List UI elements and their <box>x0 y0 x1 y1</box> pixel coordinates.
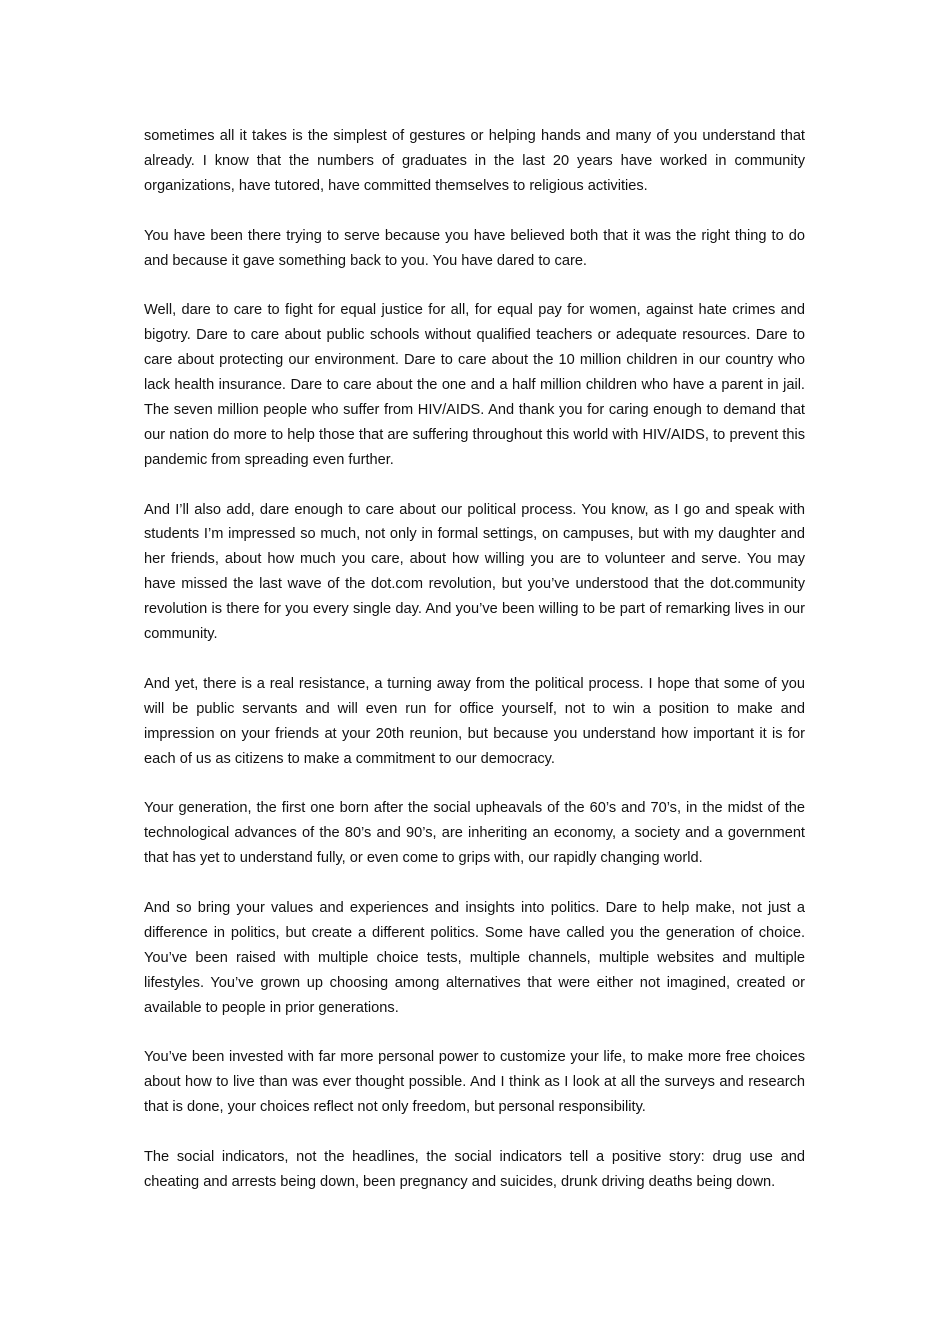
paragraph-9: The social indicators, not the headlines, the social indicators tell a positive story: drug use and cheating and arrests being down, been pregnancy and suicides, drunk driving deaths being down. <box>144 1149 805 1190</box>
paragraph-7: And so bring your values and experiences and insights into politics. Dare to help make, not just a difference in politics, but create a different politics. Some have called you the generation of choice. You’ve been raised with multiple choice tests, multiple channels, multiple websites and multiple lifestyles. You’ve grown up choosing among alternatives that were either not imagined, created or available to people in prior generations. <box>144 900 805 1016</box>
body-text <box>144 124 805 1195</box>
paragraph-6: Your generation, the first one born after the social upheavals of the 60’s and 70’s, in the midst of the technological advances of the 80’s and 90’s, are inheriting an economy, a society and a government that has yet to understand fully, or even come to grips with, our rapidly changing world. <box>144 800 805 867</box>
paragraph-5: And yet, there is a real resistance, a turning away from the political process. I hope that some of you will be public servants and will even run for office yourself, not to win a position to make and impression on your friends at your 20th reunion, but because you understand how important it is for each of us as citizens to make a commitment to our democracy. <box>144 675 805 767</box>
paragraph-1: sometimes all it takes is the simplest of gestures or helping hands and many of you understand that already. I know that the numbers of graduates in the last 20 years have worked in community organizations, have tutored, have committed themselves to religious activities. <box>144 128 805 194</box>
paragraph-4: And I’ll also add, dare enough to care about our political process. You know, as I go and speak with students I’m impressed so much, not only in formal settings, on campuses, but with my daughter and her friends, about how much you care, about how willing you are to volunteer and serve. You may have missed the last wave of the dot.com revolution, but you’ve understood that the dot.community revolution is there for you every single day. And you’ve been willing to be part of remarking lives in our community. <box>144 501 805 643</box>
paragraph-2: You have been there trying to serve because you have believed both that it was the right thing to do and because it gave something back to you. You have dared to care. <box>144 227 805 269</box>
paragraph-3: Well, dare to care to fight for equal justice for all, for equal pay for women, against hate crimes and bigotry. Dare to care about public schools without qualified teachers or adequate resources. Dare to care about protecting our environment. Dare to care about the 10 million children in our country who lack health insurance. Dare to care about the one and a half million children who have a parent in jail. The seven million people who suffer from HIV/AIDS. And thank you for caring enough to demand that our nation do more to help those that are suffering throughout this world with HIV/AIDS, to prevent this pandemic from spreading even further. <box>144 302 805 468</box>
paragraph-8: You’ve been invested with far more personal power to customize your life, to make more free choices about how to live than was ever thought possible. And I think as I look at all the surveys and research that is done, your choices reflect not only freedom, but personal responsibility. <box>144 1049 805 1116</box>
